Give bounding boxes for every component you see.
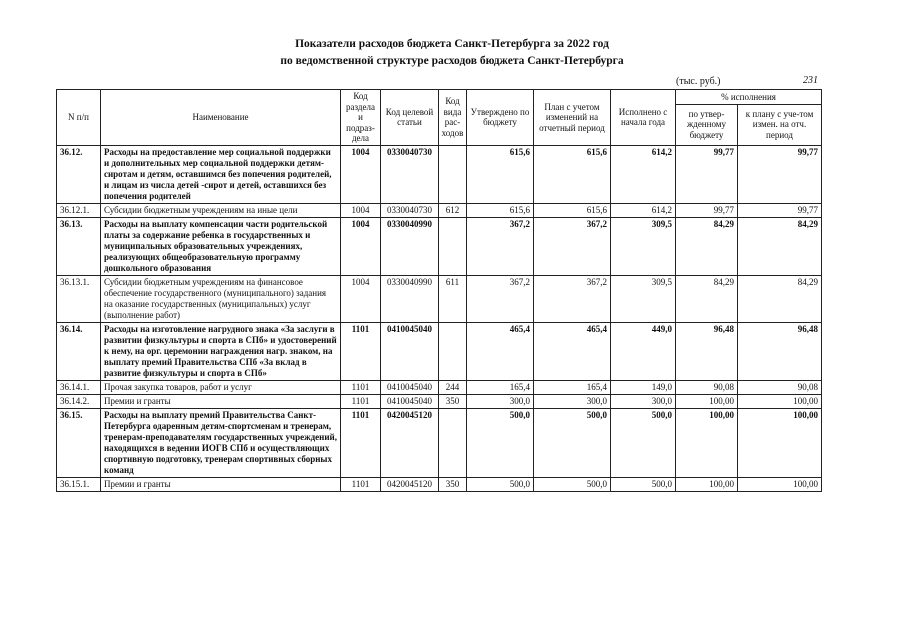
row-section: 1004 (341, 203, 381, 217)
row-executed: 500,0 (611, 477, 676, 491)
row-num: 36.13. (57, 217, 101, 275)
table-row (57, 217, 822, 275)
row-type: 244 (439, 380, 467, 394)
row-target: 0420045120 (381, 408, 439, 477)
row-approved: 615,6 (467, 203, 534, 217)
row-name: Премии и гранты (101, 477, 341, 491)
row-executed: 309,5 (611, 275, 676, 322)
row-num: 36.15.1. (57, 477, 101, 491)
row-pct-plan: 90,08 (738, 380, 822, 394)
row-pct-approved: 96,48 (676, 322, 738, 380)
row-pct-plan: 99,77 (738, 203, 822, 217)
row-approved: 500,0 (467, 477, 534, 491)
row-plan: 367,2 (534, 217, 611, 275)
row-pct-approved: 100,00 (676, 477, 738, 491)
table-row (57, 408, 822, 477)
row-num: 36.13.1. (57, 275, 101, 322)
row-num: 36.14.2. (57, 394, 101, 408)
row-executed: 449,0 (611, 322, 676, 380)
row-name: Прочая закупка товаров, работ и услуг (101, 380, 341, 394)
table-row (57, 380, 822, 394)
row-pct-approved: 84,29 (676, 275, 738, 322)
row-type (439, 217, 467, 275)
row-target: 0330040730 (381, 203, 439, 217)
row-num: 36.12.1. (57, 203, 101, 217)
row-pct-plan: 100,00 (738, 477, 822, 491)
row-pct-plan: 84,29 (738, 275, 822, 322)
units-label: (тыс. руб.) (676, 76, 721, 87)
row-pct-approved: 90,08 (676, 380, 738, 394)
header-pct-group: % исполнения (676, 90, 822, 105)
row-pct-plan: 99,77 (738, 145, 822, 203)
header-section: Код раздела и подраз-дела (341, 90, 381, 146)
header-executed: Исполнено с начала года (611, 90, 676, 146)
row-executed: 149,0 (611, 380, 676, 394)
row-approved: 615,6 (467, 145, 534, 203)
row-type (439, 145, 467, 203)
row-num: 36.14.1. (57, 380, 101, 394)
row-name: Расходы на предоставление мер социальной поддержки и дополнительных мер социальной поддержки детям-сиротам и детям, оставшимся без попечения родителей, и лицам из числа детей -сирот и детей, оставшихся без попечения родителей (101, 145, 341, 203)
row-pct-approved: 100,00 (676, 408, 738, 477)
row-section: 1101 (341, 477, 381, 491)
row-executed: 300,0 (611, 394, 676, 408)
table-row (57, 322, 822, 380)
row-plan: 367,2 (534, 275, 611, 322)
row-num: 36.12. (57, 145, 101, 203)
row-type: 611 (439, 275, 467, 322)
row-approved: 500,0 (467, 408, 534, 477)
row-target: 0420045120 (381, 477, 439, 491)
header-num: N п/п (57, 90, 101, 146)
row-plan: 615,6 (534, 145, 611, 203)
header-name: Наименование (101, 90, 341, 146)
row-name: Субсидии бюджетным учреждениям на финансовое обеспечение государственного (муниципального) задания на оказание государственных (муниципальных) услуг (выполнение работ) (101, 275, 341, 322)
row-type (439, 322, 467, 380)
row-section: 1004 (341, 275, 381, 322)
row-target: 0410045040 (381, 394, 439, 408)
row-pct-approved: 99,77 (676, 203, 738, 217)
row-plan: 500,0 (534, 408, 611, 477)
row-type: 612 (439, 203, 467, 217)
row-executed: 614,2 (611, 145, 676, 203)
header-target: Код целевой статьи (381, 90, 439, 146)
table-row (57, 145, 822, 203)
row-section: 1101 (341, 408, 381, 477)
row-plan: 165,4 (534, 380, 611, 394)
row-executed: 500,0 (611, 408, 676, 477)
row-name: Субсидии бюджетным учреждениям на иные цели (101, 203, 341, 217)
document-subtitle: по ведомственной структуре расходов бюджета Санкт-Петербурга (280, 55, 624, 67)
row-approved: 165,4 (467, 380, 534, 394)
row-approved: 300,0 (467, 394, 534, 408)
header-plan: План с учетом изменений на отчетный период (534, 90, 611, 146)
row-section: 1101 (341, 380, 381, 394)
row-target: 0410045040 (381, 380, 439, 394)
page-number: 231 (803, 75, 818, 86)
header-pct-plan: к плану с уче-том измен. на отч. период (738, 104, 822, 145)
row-type (439, 408, 467, 477)
document-title: Показатели расходов бюджета Санкт-Петербурга за 2022 год (295, 38, 609, 50)
row-name: Премии и гранты (101, 394, 341, 408)
table-row (57, 203, 822, 217)
row-plan: 300,0 (534, 394, 611, 408)
row-name: Расходы на выплату премий Правительства Санкт-Петербурга одаренным детям-спортсменам и тренерам, тренерам-преподавателям государственных учреждений, находящихся в ведении ИОГВ СПб и осуществляющих спортивную подготовку, тренерам спортивных сборных команд (101, 408, 341, 477)
row-target: 0410045040 (381, 322, 439, 380)
row-plan: 615,6 (534, 203, 611, 217)
row-target: 0330040990 (381, 275, 439, 322)
row-approved: 465,4 (467, 322, 534, 380)
row-num: 36.14. (57, 322, 101, 380)
row-type: 350 (439, 394, 467, 408)
row-plan: 465,4 (534, 322, 611, 380)
row-pct-plan: 100,00 (738, 394, 822, 408)
row-section: 1101 (341, 322, 381, 380)
row-approved: 367,2 (467, 217, 534, 275)
row-section: 1101 (341, 394, 381, 408)
header-type: Код вида рас-ходов (439, 90, 467, 146)
row-name: Расходы на выплату компенсации части родительской платы за содержание ребенка в государственных и муниципальных образовательных учреждениях, реализующих общеобразовательную программу дошкольного образования (101, 217, 341, 275)
row-approved: 367,2 (467, 275, 534, 322)
row-pct-plan: 84,29 (738, 217, 822, 275)
header-approved: Утверждено по бюджету (467, 90, 534, 146)
row-type: 350 (439, 477, 467, 491)
expenditure-table (56, 89, 822, 492)
row-plan: 500,0 (534, 477, 611, 491)
row-executed: 614,2 (611, 203, 676, 217)
row-pct-approved: 100,00 (676, 394, 738, 408)
row-section: 1004 (341, 145, 381, 203)
row-pct-approved: 99,77 (676, 145, 738, 203)
header-pct-approved: по утвер-жденному бюджету (676, 104, 738, 145)
row-pct-approved: 84,29 (676, 217, 738, 275)
row-target: 0330040990 (381, 217, 439, 275)
row-section: 1004 (341, 217, 381, 275)
row-num: 36.15. (57, 408, 101, 477)
table-row (57, 477, 822, 491)
row-pct-plan: 96,48 (738, 322, 822, 380)
row-target: 0330040730 (381, 145, 439, 203)
table-row (57, 275, 822, 322)
row-name: Расходы на изготовление нагрудного знака «За заслуги в развитии физкультуры и спорта в СПб» и удостоверений к нему, на орг. церемонии награждения нагр. знаком, на выплату премий Правительства СПб «За вклад в развитие физкультуры и спорта в СПб» (101, 322, 341, 380)
row-executed: 309,5 (611, 217, 676, 275)
table-row (57, 394, 822, 408)
row-pct-plan: 100,00 (738, 408, 822, 477)
